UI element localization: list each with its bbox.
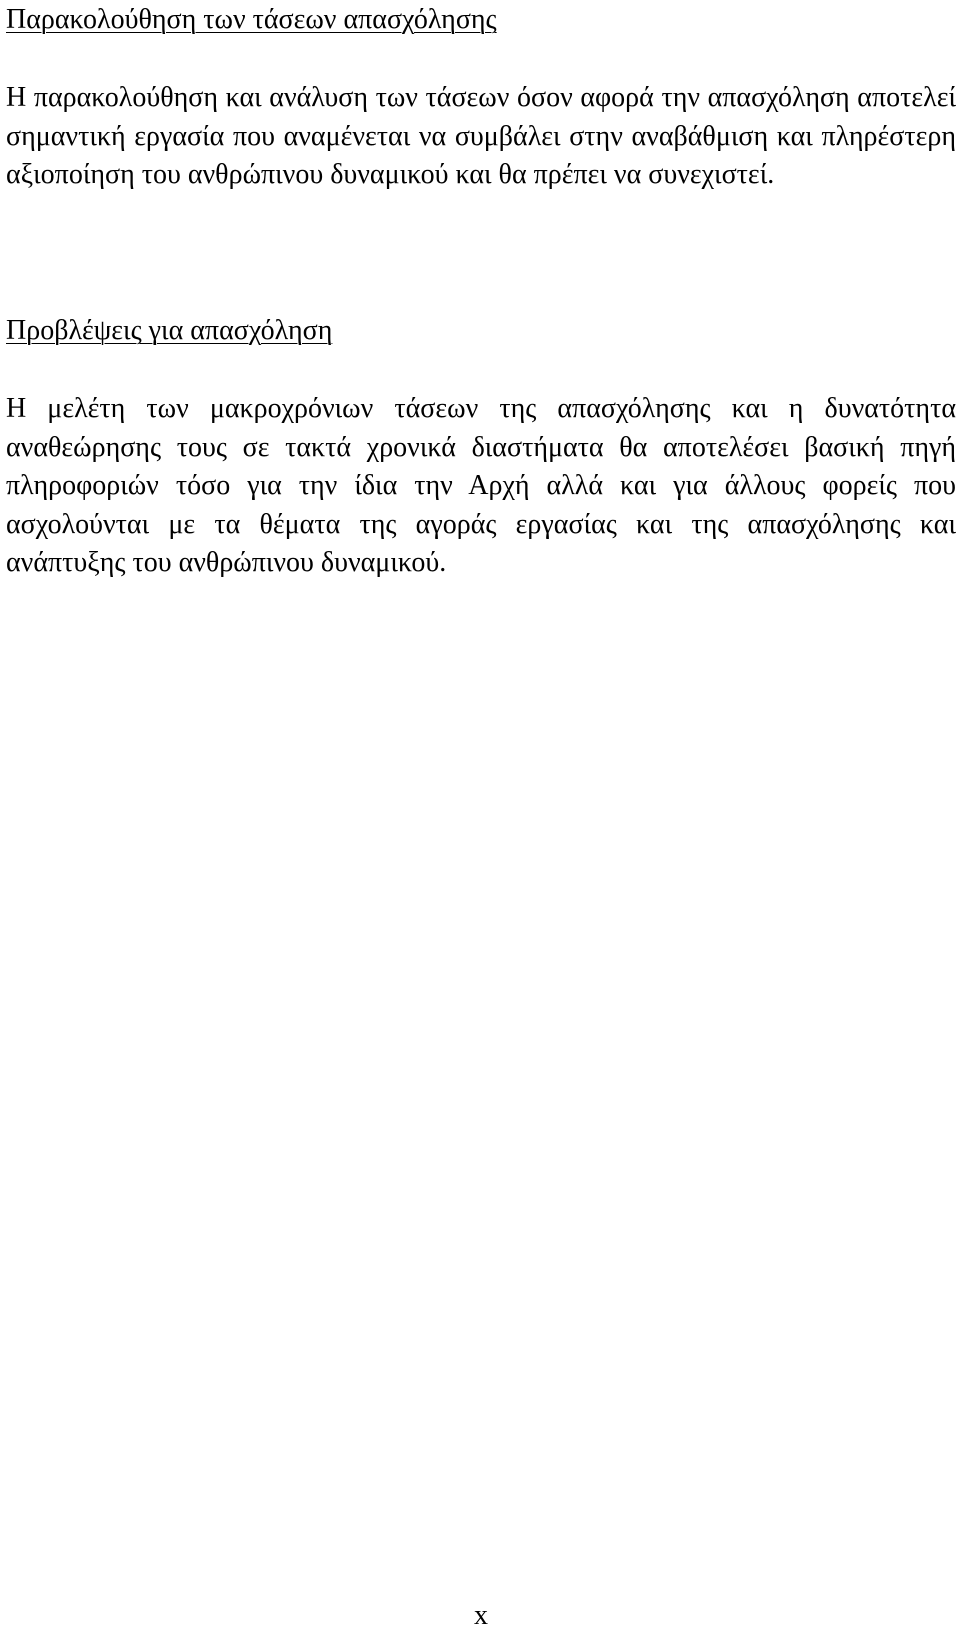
- section-employment-forecasts: [6, 312, 956, 583]
- section-paragraph: Η μελέτη των μακροχρόνιων τάσεων της απασχόλησης και η δυνατότητα αναθεώρησης τους σε τακτά χρονικά διαστήματα θα αποτελέσει βασική πηγή πληροφοριών τόσο για την ίδια την Αρχή αλλά και για άλλους φορείς που ασχολούνται με τα θέματα της αγοράς εργασίας και της απασχόλησης και ανάπτυξης του ανθρώπινου δυναμικού.: [6, 393, 956, 578]
- page-number: x: [474, 1600, 488, 1631]
- section-heading: Προβλέψεις για απασχόληση: [6, 315, 333, 346]
- document-page: [6, 0, 956, 1640]
- section-paragraph: Η παρακολούθηση και ανάλυση των τάσεων όσον αφορά την απασχόληση αποτελεί σημαντική εργασία που αναμένεται να συμβάλει στην αναβάθμιση και πληρέστερη αξιοποίηση του ανθρώπινου δυναμικού και θα πρέπει να συνεχιστεί.: [6, 82, 956, 190]
- section-employment-trends-monitoring: [6, 1, 956, 195]
- section-heading: Παρακολούθηση των τάσεων απασχόλησης: [6, 4, 497, 35]
